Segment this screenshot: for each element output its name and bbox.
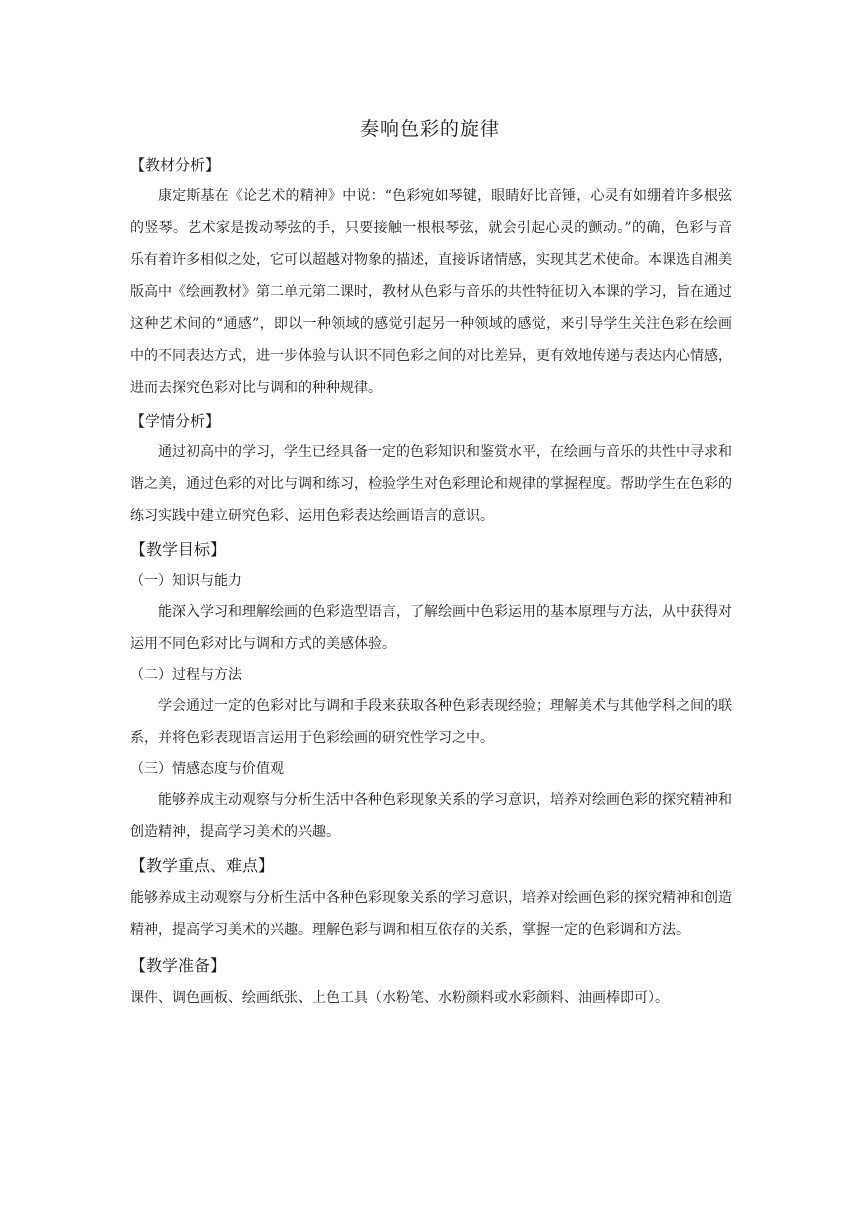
document-title: 奏响色彩的旋律	[359, 118, 500, 140]
section-material-analysis	[130, 150, 732, 404]
section-heading: 【学情分析】	[130, 412, 221, 430]
section-paragraph: 康定斯基在《论艺术的精神》中说：“色彩宛如琴键，眼睛好比音锤，心灵有如绷着许多根弦的竖琴。艺术家是拨动琴弦的手，只要接触一根根琴弦，就会引起心灵的颤动。”的确，色彩与音乐有着许多相似之处，它可以超越对物象的描述，直接诉诸情感，实现其艺术使命。本课选自湘美版高中《绘画教材》第二单元第二课时，教材从色彩与音乐的共性特征切入本课的学习，旨在通过这种艺术间的“通感”，即以一种领域的感觉引起另一种领域的感觉，来引导学生关注色彩在绘画中的不同表达方式，进一步体验与认识不同色彩之间的对比差异，更有效地传递与表达内心情感，进而去探究色彩对比与调和的种种规律。	[130, 188, 732, 396]
section-teaching-goals	[130, 534, 732, 848]
subsection-paragraph: 学会通过一定的色彩对比与调和手段来获取各种色彩表现经验；理解美术与其他学科之间的联系，并将色彩表现语言运用于色彩绘画的研究性学习之中。	[130, 698, 732, 746]
section-student-analysis	[130, 406, 732, 532]
section-heading: 【教学重点、难点】	[130, 856, 275, 875]
section-paragraph: 通过初高中的学习，学生已经具备一定的色彩知识和鉴赏水平，在绘画与音乐的共性中寻求和谐之美，通过色彩的对比与调和练习，检验学生对色彩理论和规律的掌握程度。帮助学生在色彩的练习实践中建立研究色彩、运用色彩表达绘画语言的意识。	[130, 444, 732, 524]
subsection-paragraph: 能够养成主动观察与分析生活中各种色彩现象关系的学习意识，培养对绘画色彩的探究精神和创造精神，提高学习美术的兴趣。	[130, 792, 732, 840]
section-key-points	[130, 850, 732, 946]
section-heading: 【教学准备】	[130, 956, 227, 975]
subsection-title: （二）过程与方法	[130, 667, 242, 683]
document-body	[130, 150, 732, 1014]
subsection-paragraph: 能深入学习和理解绘画的色彩造型语言，了解绘画中色彩运用的基本原理与方法，从中获得对运用不同色彩对比与调和方式的美感体验。	[130, 604, 732, 652]
section-heading: 【教学目标】	[130, 540, 227, 559]
section-paragraph: 能够养成主动观察与分析生活中各种色彩现象关系的学习意识，培养对绘画色彩的探究精神和创造精神，提高学习美术的兴趣。理解色彩与调和相互依存的关系，掌握一定的色彩调和方法。	[130, 890, 732, 938]
subsection-title: （一）知识与能力	[130, 573, 242, 589]
section-preparation	[130, 950, 732, 1014]
subsection-title: （三）情感态度与价值观	[130, 761, 284, 777]
section-heading: 【教材分析】	[130, 156, 221, 174]
section-paragraph: 课件、调色画板、绘画纸张、上色工具（水粉笔、水粉颜料或水彩颜料、油画棒即可）。	[130, 990, 669, 1006]
